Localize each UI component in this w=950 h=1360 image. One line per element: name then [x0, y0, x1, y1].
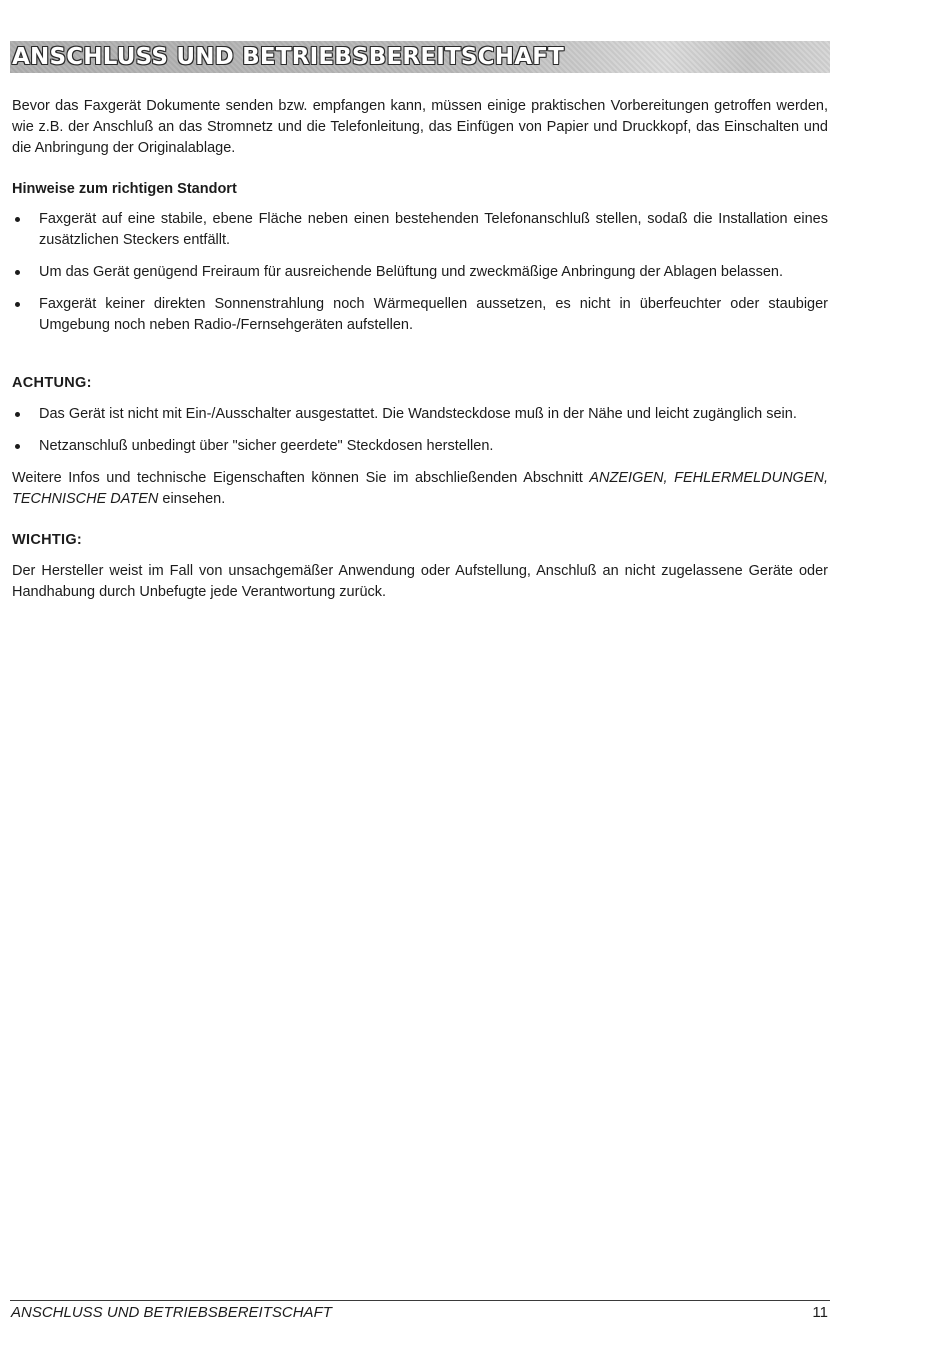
section-header-bar	[10, 41, 830, 73]
achtung-heading: ACHTUNG:	[12, 375, 92, 391]
more-info-suffix: einsehen.	[158, 491, 226, 507]
list-item	[12, 404, 828, 425]
standort-list	[12, 209, 828, 336]
bullet-icon	[15, 217, 20, 222]
wichtig-paragraph: Der Hersteller weist im Fall von unsachgemäßer Anwendung oder Aufstellung, Anschluß an nicht zugelassene Geräte oder Handhabung durch Unbefugte jede Verantwortung zurück.	[12, 563, 828, 600]
list-item-text: Netzanschluß unbedingt über "sicher geerdete" Steckdosen herstellen.	[39, 438, 494, 454]
section-reference: ANZEIGEN, FEHLERMELDUNGEN, TECHNISCHE DATEN	[12, 470, 828, 507]
list-item	[12, 294, 828, 336]
list-item-text: Faxgerät keiner direkten Sonnenstrahlung noch Wärmequellen aussetzen, es nicht in überfeuchter oder staubiger Umgebung noch neben Radio-/Fernsehgeräten aufstellen.	[39, 296, 828, 333]
list-item-text: Um das Gerät genügend Freiraum für ausreichende Belüftung und zweckmäßige Anbringung der Ablagen belassen.	[39, 264, 783, 280]
bullet-icon	[15, 270, 20, 275]
list-item	[12, 436, 828, 457]
achtung-list	[12, 404, 828, 457]
list-item	[12, 209, 828, 251]
more-info-text: Weitere Infos und technische Eigenschaften können Sie im abschließenden Abschnitt	[12, 470, 590, 486]
bullet-icon	[15, 412, 20, 417]
intro-paragraph: Bevor das Faxgerät Dokumente senden bzw. empfangen kann, müssen einige praktischen Vorbereitungen getroffen werden, wie z.B. der Anschluß an das Stromnetz und die Telefonleitung, das Einfügen von Papier und Druckkopf, das Einschalten und die Anbringung der Originalablage.	[12, 98, 828, 156]
page-number: 11	[812, 1304, 828, 1321]
bullet-icon	[15, 302, 20, 307]
more-info-paragraph	[12, 468, 828, 510]
footer-divider	[10, 1300, 830, 1301]
page-title: ANSCHLUSS UND BETRIEBSBEREITSCHAFT	[12, 44, 564, 70]
standort-heading: Hinweise zum richtigen Standort	[12, 181, 237, 197]
footer-title: ANSCHLUSS UND BETRIEBSBEREITSCHAFT	[11, 1304, 332, 1321]
list-item	[12, 262, 828, 283]
bullet-icon	[15, 444, 20, 449]
list-item-text: Faxgerät auf eine stabile, ebene Fläche neben einen bestehenden Telefonanschluß stellen, sodaß die Installation eines zusätzlichen Steckers entfällt.	[39, 211, 828, 248]
main-content	[12, 96, 828, 603]
wichtig-heading: WICHTIG:	[12, 532, 83, 548]
list-item-text: Das Gerät ist nicht mit Ein-/Ausschalter ausgestattet. Die Wandsteckdose muß in der Nähe und leicht zugänglich sein.	[39, 406, 797, 422]
